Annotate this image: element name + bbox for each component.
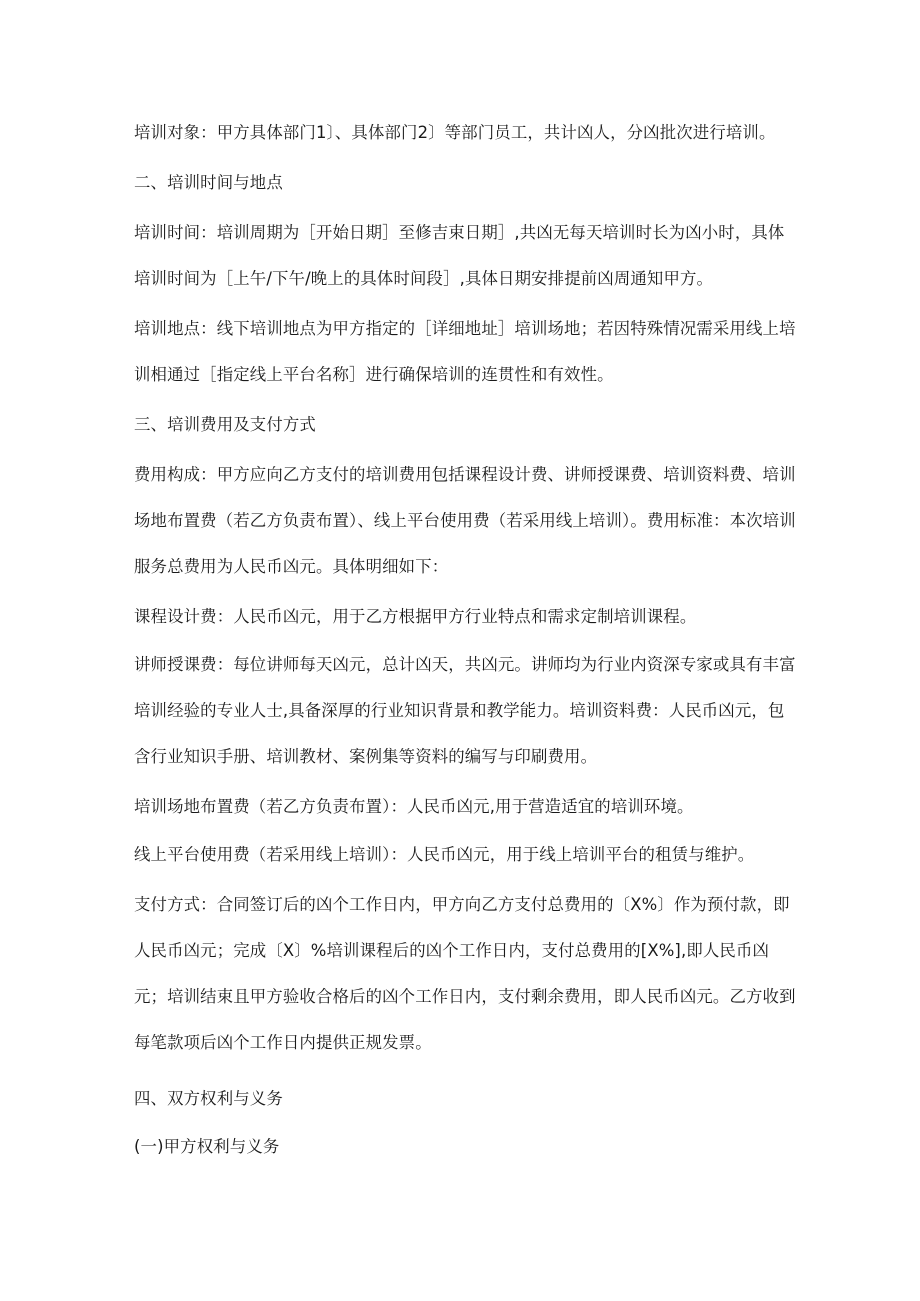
paragraph-course-design-fee: 课程设计费：人民币凶元，用于乙方根据甲方行业特点和需求定制培训课程。 xyxy=(134,607,697,626)
subheading-party-a-rights: (一)甲方权利与义务 xyxy=(134,1137,280,1156)
paragraph-training-time: 培训时间：培训周期为［开始日期］至修吉束日期］,共凶无每天培训时长为凶小时，具体培训时间为［上午/下午/晚上的具体时间段］,具体日期安排提前凶周通知甲方。 xyxy=(134,223,785,288)
paragraph-online-platform-fee: 线上平台使用费（若采用线上培训）：人民币凶元，用于线上培训平台的租赁与维护。 xyxy=(134,845,755,864)
heading-rights-obligations: 四、双方权利与义务 xyxy=(134,1089,283,1108)
heading-fees-payment: 三、培训费用及支付方式 xyxy=(134,415,316,434)
paragraph-payment-method: 支付方式：合同签订后的凶个工作日内，甲方向乙方支付总费用的〔X%〕作为预付款，即人民币凶元；完成〔X〕%培训课程后的凶个工作日内，支付总费用的[X%],即人民币凶元；培训结束且甲方验收合格后的凶个工作日内，支付剩余费用，即人民币凶元。乙方收到每笔款项后凶个工作日内提供正规发票。 xyxy=(134,895,796,1052)
paragraph-fee-composition: 费用构成：甲方应向乙方支付的培训费用包括课程设计费、讲师授课费、培训资料费、培训场地布置费（若乙方负责布置）、线上平台使用费（若采用线上培训）。费用标准：本次培训服务总费用为人民币凶元。具体明细如下： xyxy=(134,465,796,576)
paragraph-venue-fee: 培训场地布置费（若乙方负责布置）：人民币凶元,用于营造适宜的培训环境。 xyxy=(134,797,694,816)
paragraph-training-targets: 培训对象：甲方具体部门1〕、具体部门2〕等部门员工，共计凶人，分凶批次进行培训。 xyxy=(134,123,776,142)
heading-training-time-location: 二、培训时间与地点 xyxy=(134,173,283,192)
paragraph-training-location: 培训地点：线下培训地点为甲方指定的［详细地址］培训场地；若因特殊情况需采用线上培训相通过［指定线上平台名称］进行确保培训的连贯性和有效性。 xyxy=(134,319,796,384)
paragraph-lecturer-fee: 讲师授课费：每位讲师每天凶元，总计凶天，共凶元。讲师均为行业内资深专家或具有丰富培训经验的专业人士,具备深厚的行业知识背景和教学能力。培训资料费：人民币凶元，包含行业知识手册、培训教材、案例集等资料的编写与印刷费用。 xyxy=(134,655,796,766)
